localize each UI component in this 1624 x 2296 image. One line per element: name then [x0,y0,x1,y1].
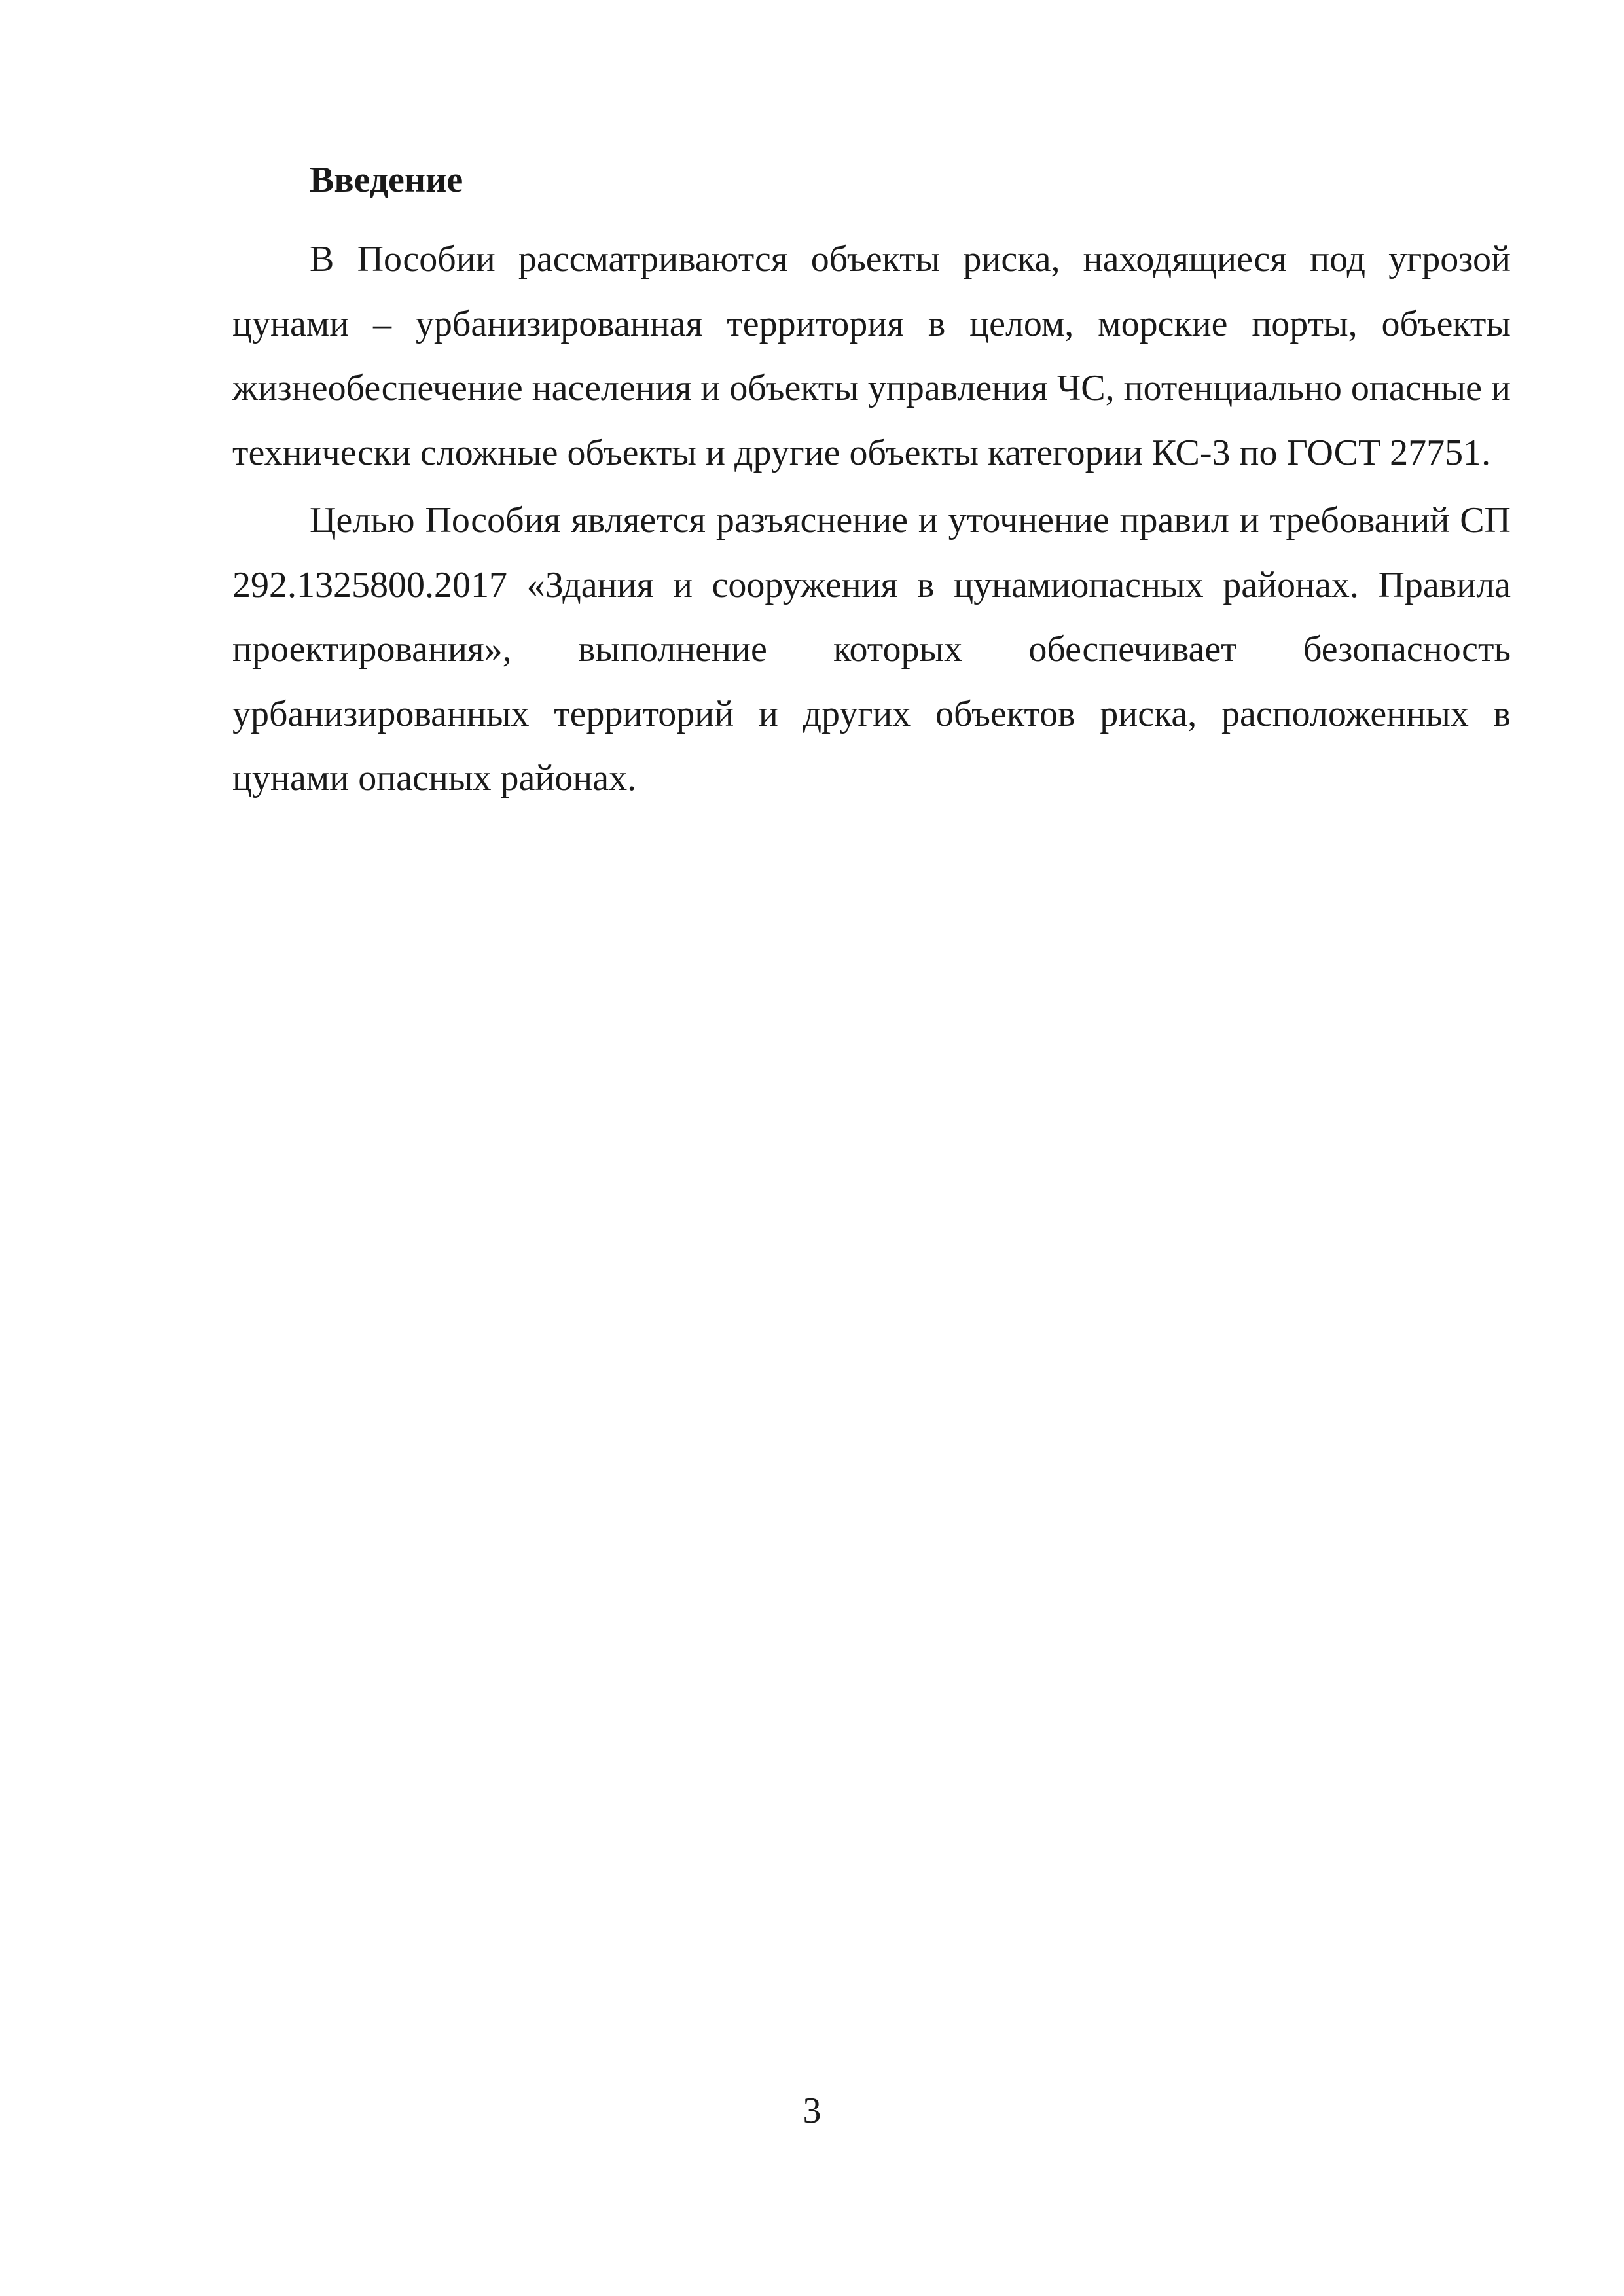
section-heading: Введение [310,160,463,200]
page-body [232,147,1511,811]
page-number: 3 [803,2090,821,2131]
paragraph-scope: В Пособии рассматриваются объекты риска, находящиеся под угрозой цунами – урбанизированная территория в целом, морские порты, объекты жизнеобеспечение населения и объекты управления ЧС, потенциально опасные и технически сложные объекты и другие объекты категории КС-3 по ГОСТ 27751. [232,239,1511,473]
paragraph-purpose: Целью Пособия является разъяснение и уточнение правил и требований СП 292.1325800.2017 «Здания и сооружения в цунамиопасных районах. Правила проектирования», выполнение которых обеспечивает безопасность урбанизированных территорий и других объектов риска, расположенных в цунами опасных районах. [232,500,1511,798]
